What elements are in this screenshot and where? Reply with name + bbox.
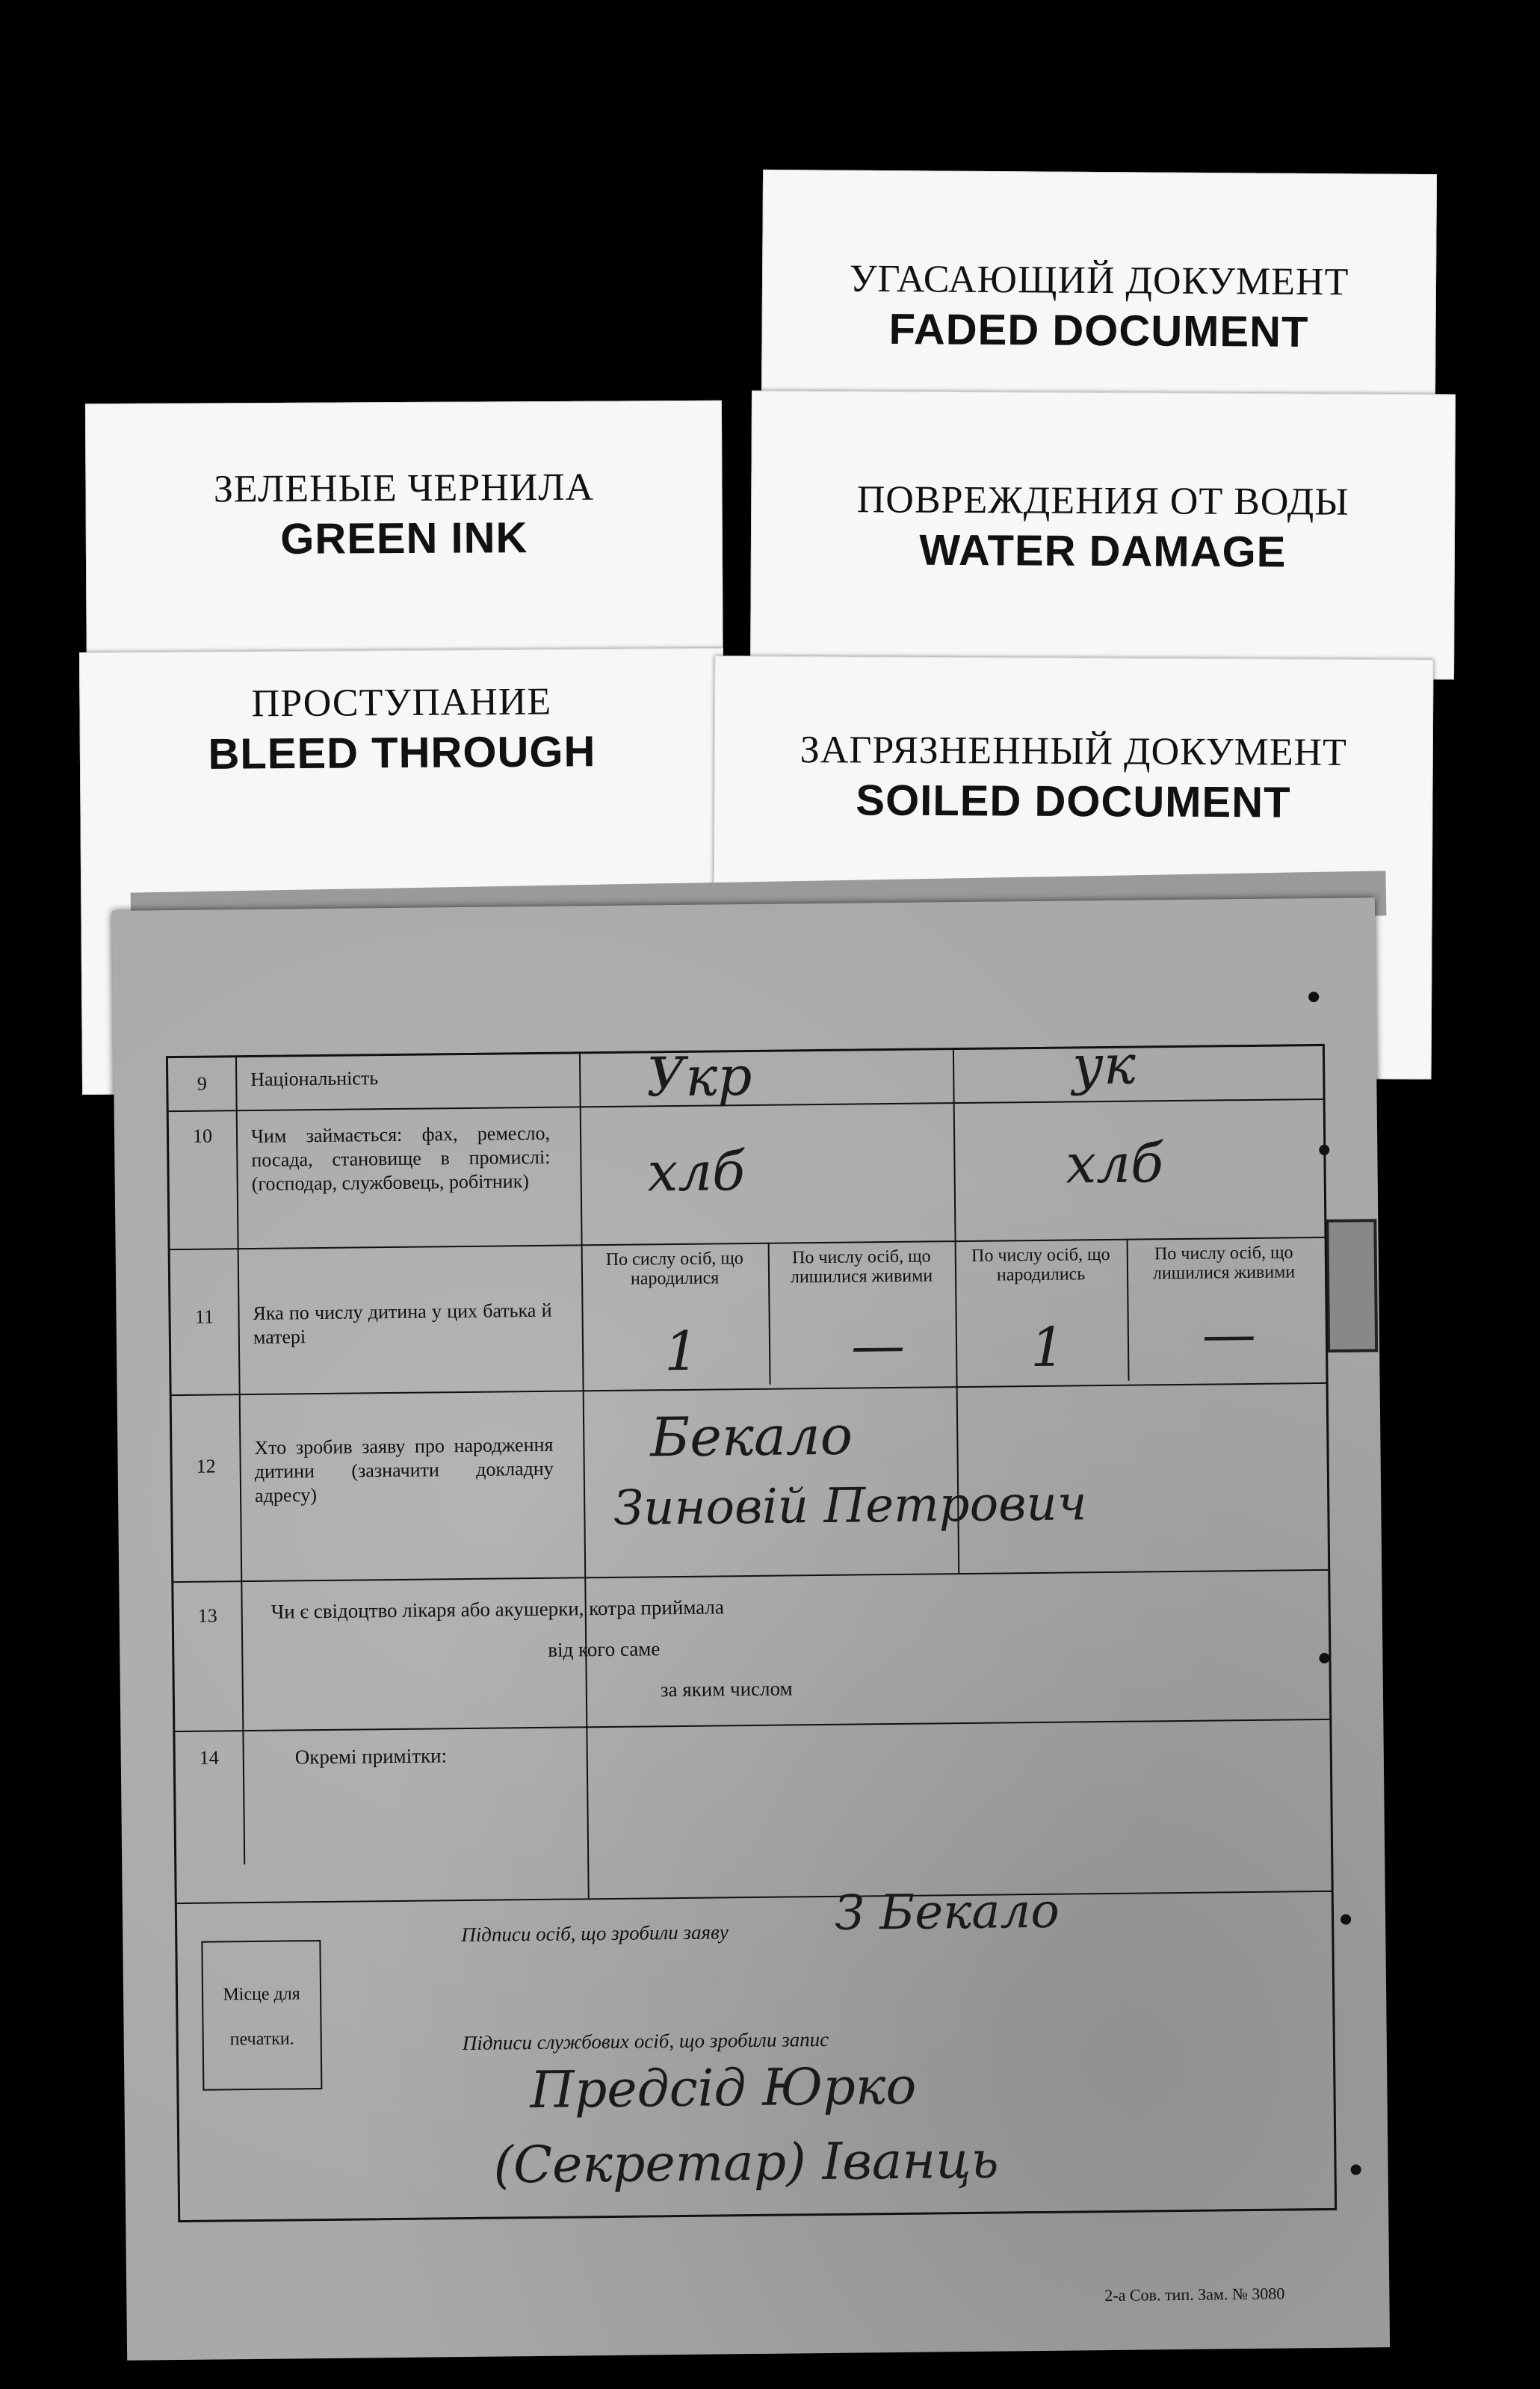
soiled-en-text: SOILED DOCUMENT <box>856 776 1291 827</box>
punch-hole <box>1351 2164 1361 2175</box>
handwritten-value: ук <box>1071 1033 1137 1097</box>
water-damage-card <box>750 391 1456 680</box>
soiled-ru-text: ЗАГРЯЗНЕННЫЙ ДОКУМЕНТ <box>800 729 1348 774</box>
punch-hole <box>1340 1914 1351 1925</box>
faded-document-card <box>761 170 1437 400</box>
handwritten-value: хлб <box>1066 1131 1164 1196</box>
row-label: Національність <box>250 1067 379 1090</box>
handwritten-value: — <box>1202 1302 1257 1366</box>
column-header: По числу осіб, що лишилися живими <box>790 1246 933 1288</box>
punch-hole <box>1308 992 1319 1002</box>
birth-record-page <box>112 897 1390 2361</box>
handwritten-value: 1 <box>664 1319 699 1383</box>
signature-section <box>177 1883 1335 2218</box>
faded-en-text: FADED DOCUMENT <box>888 305 1309 356</box>
column-header: По числу осіб, що лишилися живими <box>1152 1243 1296 1284</box>
row-13 <box>173 1569 1329 1732</box>
handwritten-value: хлб <box>647 1140 746 1204</box>
row-11 <box>170 1237 1326 1396</box>
handwritten-value: — <box>850 1313 906 1377</box>
row-10 <box>169 1098 1325 1250</box>
declarants-signature-label: Підписи осіб, що зробили заяву <box>461 1920 729 1947</box>
official-signature: (Секретар) Іванць <box>493 2130 1000 2195</box>
paper-clip <box>1326 1219 1378 1353</box>
printer-footer: 2-а Сов. тип. Зам. № 3080 <box>1104 2284 1285 2305</box>
row-number: 9 <box>197 1072 207 1095</box>
row-number: 11 <box>194 1305 214 1328</box>
row-12 <box>172 1382 1329 1583</box>
from-whom-line: від кого саме <box>548 1637 661 1661</box>
faded-ru-text: УГАСАЮЩИЙ ДОКУМЕНТ <box>849 257 1349 304</box>
row-label: Чим займається: фах, ремесло, посада, становище в промислі: (господар, службовець, робітник) <box>250 1122 551 1195</box>
bleed-ru-text: ПРОСТУПАНИЕ <box>251 680 552 726</box>
stamp-place-box <box>201 1940 322 2091</box>
green-ink-en-text: GREEN INK <box>280 513 528 563</box>
water-en-text: WATER DAMAGE <box>919 525 1287 577</box>
column-header: По сислу осіб, що народилися <box>605 1249 743 1289</box>
declarant-signature: З Бекало <box>834 1883 1060 1941</box>
official-signature: Предсід Юрко <box>530 2056 917 2121</box>
officials-signature-label: Підписи службових осіб, що зробили запис <box>462 2027 829 2055</box>
bleed-en-text: BLEED THROUGH <box>208 727 596 779</box>
row-number: 12 <box>196 1455 216 1477</box>
date-line: за яким числом <box>660 1677 793 1702</box>
handwritten-value: Укр <box>646 1044 752 1109</box>
handwritten-value: Зиновій Петрович <box>613 1476 1087 1536</box>
row-label: Окремі примітки: <box>294 1744 448 1769</box>
column-header: По числу осіб, що народились <box>971 1244 1110 1285</box>
handwritten-value: 1 <box>1030 1315 1066 1379</box>
green-ink-ru-text: ЗЕЛЕНЫЕ ЧЕРНИЛА <box>213 466 595 511</box>
row-14 <box>175 1719 1331 1867</box>
handwritten-value: Бекало <box>649 1403 853 1469</box>
registration-form-table <box>166 1033 1337 2222</box>
row-label: Яка по числу дитина у цих батька й матері <box>253 1299 552 1348</box>
row-9 <box>168 1033 1323 1109</box>
row-number: 14 <box>199 1746 219 1769</box>
row-label: Хто зробив заяву про народження дитини (зазначити докладну адресу) <box>254 1433 554 1506</box>
row-number: 10 <box>192 1125 213 1147</box>
stamp-label: Місце для <box>223 1984 300 2005</box>
doctor-certificate-line: Чи є свідоцтво лікаря або акушерки, котра приймала <box>270 1595 725 1623</box>
row-number: 13 <box>197 1604 217 1627</box>
water-ru-text: ПОВРЕЖДЕНИЯ ОТ ВОДЫ <box>856 478 1349 524</box>
stamp-label: печатки. <box>229 2029 294 2050</box>
